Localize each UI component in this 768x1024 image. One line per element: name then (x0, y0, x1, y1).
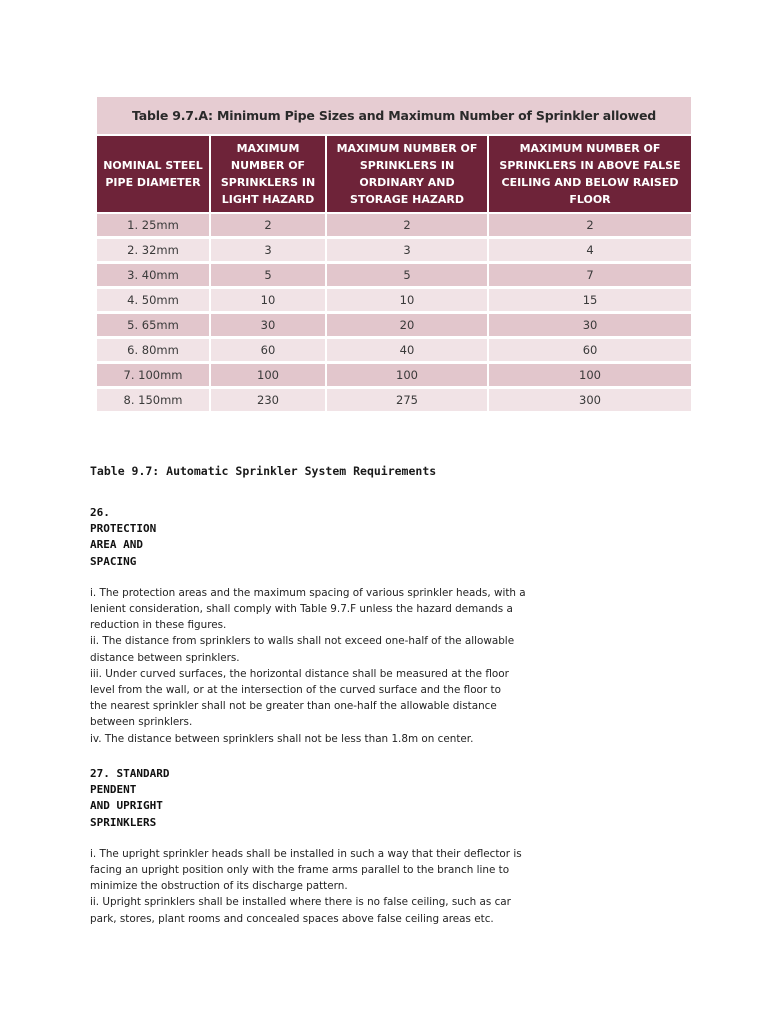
section-26-body (90, 585, 550, 747)
heading-line: 27. STANDARD (90, 767, 170, 780)
body-line: lenient consideration, shall comply with Table 9.7.F unless the hazard demands a (90, 603, 513, 616)
body-line: minimize the obstruction of its discharge pattern. (90, 880, 348, 893)
cell-pipe-diameter: 4. 50mm (97, 289, 209, 314)
heading-line: PROTECTION (90, 522, 157, 536)
cell-ordinary-hazard: 5 (327, 264, 487, 289)
pipe-size-table-container (97, 97, 693, 414)
cell-light-hazard: 30 (211, 314, 325, 339)
header-pipe-diameter: NOMINAL STEEL PIPE DIAMETER (97, 136, 209, 214)
cell-false-ceiling: 15 (489, 289, 691, 314)
body-line: facing an upright position only with the frame arms parallel to the branch line to (90, 864, 510, 877)
cell-false-ceiling: 100 (489, 364, 691, 389)
table-title: Table 9.7.A: Minimum Pipe Sizes and Maximum Number of Sprinkler allowed (97, 97, 691, 136)
cell-light-hazard: 5 (211, 264, 325, 289)
header-light-hazard: MAXIMUM NUMBER OF SPRINKLERS IN LIGHT HAZARD (211, 136, 325, 214)
cell-ordinary-hazard: 100 (327, 364, 487, 389)
table-title-row (97, 97, 691, 136)
cell-pipe-diameter: 2. 32mm (97, 239, 209, 264)
body-line: level from the wall, or at the intersection of the curved surface and the floor to (90, 684, 501, 697)
cell-pipe-diameter: 7. 100mm (97, 364, 209, 389)
cell-false-ceiling: 60 (489, 339, 691, 364)
section-27 (90, 766, 550, 927)
cell-light-hazard: 60 (211, 339, 325, 364)
cell-pipe-diameter: 8. 150mm (97, 389, 209, 414)
section-27-heading (90, 766, 550, 831)
section-26-heading (90, 505, 550, 570)
cell-ordinary-hazard: 10 (327, 289, 487, 314)
table-row (97, 214, 691, 239)
cell-pipe-diameter: 6. 80mm (97, 339, 209, 364)
cell-ordinary-hazard: 2 (327, 214, 487, 239)
table-row (97, 364, 691, 389)
table-row (97, 264, 691, 289)
heading-line: SPACING (90, 554, 137, 568)
body-line: ii. Upright sprinklers shall be installed where there is no false ceiling, such as car (90, 896, 511, 909)
table-header-row (97, 136, 691, 214)
body-line: the nearest sprinkler shall not be greater than one-half the allowable distance (90, 700, 497, 713)
table-caption: Table 9.7: Automatic Sprinkler System Requirements (90, 464, 437, 478)
body-line: reduction in these figures. (90, 619, 227, 632)
body-line: between sprinklers. (90, 716, 193, 729)
body-line: distance between sprinklers. (90, 651, 240, 664)
cell-ordinary-hazard: 20 (327, 314, 487, 339)
body-line: i. The upright sprinkler heads shall be installed in such a way that their deflector is (90, 847, 522, 860)
heading-line: AND UPRIGHT (90, 799, 163, 813)
cell-false-ceiling: 4 (489, 239, 691, 264)
heading-line: AREA AND (90, 538, 143, 552)
body-line: iv. The distance between sprinklers shall not be less than 1.8m on center. (90, 732, 474, 745)
cell-false-ceiling: 2 (489, 214, 691, 239)
cell-false-ceiling: 7 (489, 264, 691, 289)
section-27-body (90, 846, 550, 927)
cell-false-ceiling: 30 (489, 314, 691, 339)
body-line: ii. The distance from sprinklers to walls shall not exceed one-half of the allowable (90, 635, 515, 648)
table-row (97, 239, 691, 264)
cell-light-hazard: 100 (211, 364, 325, 389)
cell-pipe-diameter: 3. 40mm (97, 264, 209, 289)
pipe-size-table (95, 97, 693, 414)
cell-false-ceiling: 300 (489, 389, 691, 414)
cell-ordinary-hazard: 275 (327, 389, 487, 414)
heading-line: 26. (90, 506, 110, 519)
body-line: iii. Under curved surfaces, the horizontal distance shall be measured at the floor (90, 667, 509, 680)
header-ordinary-storage-hazard: MAXIMUM NUMBER OF SPRINKLERS IN ORDINARY AND STORAGE HAZARD (327, 136, 487, 214)
table-row (97, 314, 691, 339)
cell-ordinary-hazard: 3 (327, 239, 487, 264)
cell-light-hazard: 3 (211, 239, 325, 264)
body-line: i. The protection areas and the maximum spacing of various sprinkler heads, with a (90, 586, 526, 599)
section-26 (90, 505, 550, 747)
body-line: park, stores, plant rooms and concealed spaces above false ceiling areas etc. (90, 912, 494, 925)
cell-light-hazard: 10 (211, 289, 325, 314)
cell-pipe-diameter: 5. 65mm (97, 314, 209, 339)
cell-pipe-diameter: 1. 25mm (97, 214, 209, 239)
table-row (97, 339, 691, 364)
heading-line: PENDENT (90, 783, 137, 797)
cell-light-hazard: 230 (211, 389, 325, 414)
heading-line: SPRINKLERS (90, 815, 157, 829)
cell-ordinary-hazard: 40 (327, 339, 487, 364)
table-row (97, 289, 691, 314)
cell-light-hazard: 2 (211, 214, 325, 239)
header-false-ceiling-raised-floor: MAXIMUM NUMBER OF SPRINKLERS IN ABOVE FALSE CEILING AND BELOW RAISED FLOOR (489, 136, 691, 214)
table-row (97, 389, 691, 414)
